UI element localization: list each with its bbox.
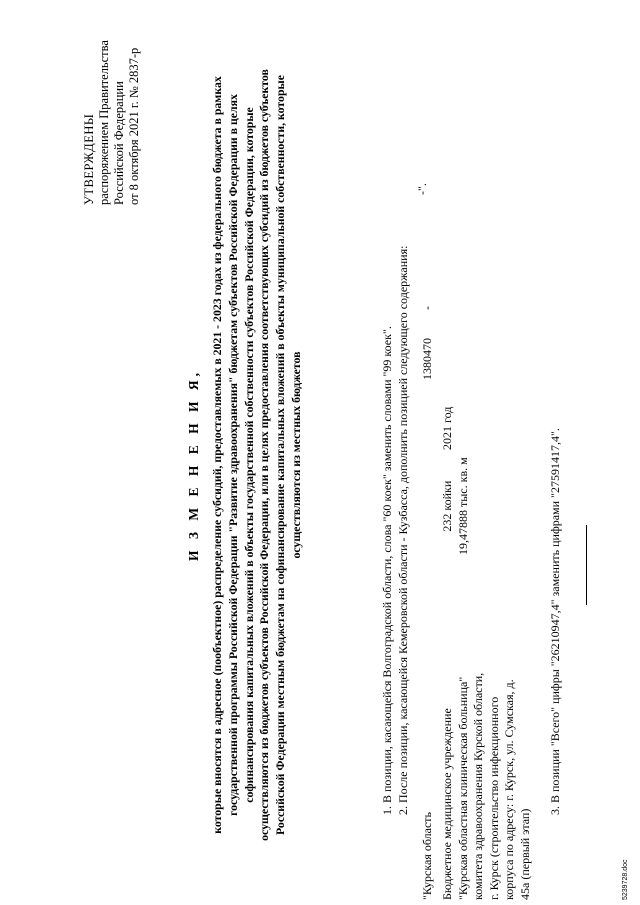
- row-year: 2021 год: [440, 406, 454, 450]
- approval-line-2: Российской Федерации: [112, 81, 126, 205]
- row-amount: 1380470: [420, 338, 434, 380]
- approval-block: [82, 5, 142, 205]
- end-rule: [586, 525, 587, 605]
- approval-line-3: от 8 октября 2021 г. № 2837-р: [127, 47, 141, 205]
- change-item-3: 3. В позиции "Всего" цифры "26210947,4" заменить цифрами "27591417,4".: [548, 428, 562, 815]
- row-capacity-area: 19,47888 тыс. кв. м: [455, 457, 470, 555]
- footer-filename: 5239728.doc: [622, 859, 629, 900]
- row-end: -".: [415, 183, 429, 195]
- approval-line-1: распоряжением Правительства: [97, 40, 111, 205]
- inserted-position-row: [415, 10, 550, 900]
- row-description: Бюджетное медицинское учреждение "Курская областная клиническая больница" комитета здравоохранения Курской области, г. Курск (строительство инфекционного корпуса по адресу: г. Курск, ул. Сумская, д. 45а (первый этап): [440, 672, 532, 900]
- row-dash: -: [420, 306, 434, 310]
- change-item-1: 1. В позиции, касающейся Волгоградской области, слова "60 коек" заменить словами "99 коек".: [380, 326, 394, 815]
- change-item-2: 2. После позиции, касающейся Кемеровской области - Кузбасса, дополнить позицией следующего содержания:: [396, 245, 410, 815]
- row-capacity-beds: 232 койки: [440, 480, 454, 532]
- document-title: И З М Е Н Е Н И Я,: [186, 369, 201, 562]
- row-capacity: [440, 457, 471, 555]
- document-subtitle: которые вносятся в адресное (пообъектное) распределение субсидий, предоставляемых в 2021 - 2023 годах из федерального бюджета в рамках государственной программы Российской Федерации "Развитие здравоохранения" бюджетам субъектов Российской Федерации в целях софинансирования капитальных вложений в объекты государственной собственности субъектов Российской Федерации, которые осуществляются из бюджетов субъектов Российской Федерации, или в целях предоставления соответствующих субсидий из бюджетов субъектов Российской Федерации местным бюджетам на софинансирование капитальных вложений в объекты муниципальной собственности, которые осуществляются из местных бюджетов: [210, 69, 303, 841]
- approval-heading: УТВЕРЖДЕНЫ: [82, 113, 96, 205]
- row-region: "Курская область: [420, 812, 434, 900]
